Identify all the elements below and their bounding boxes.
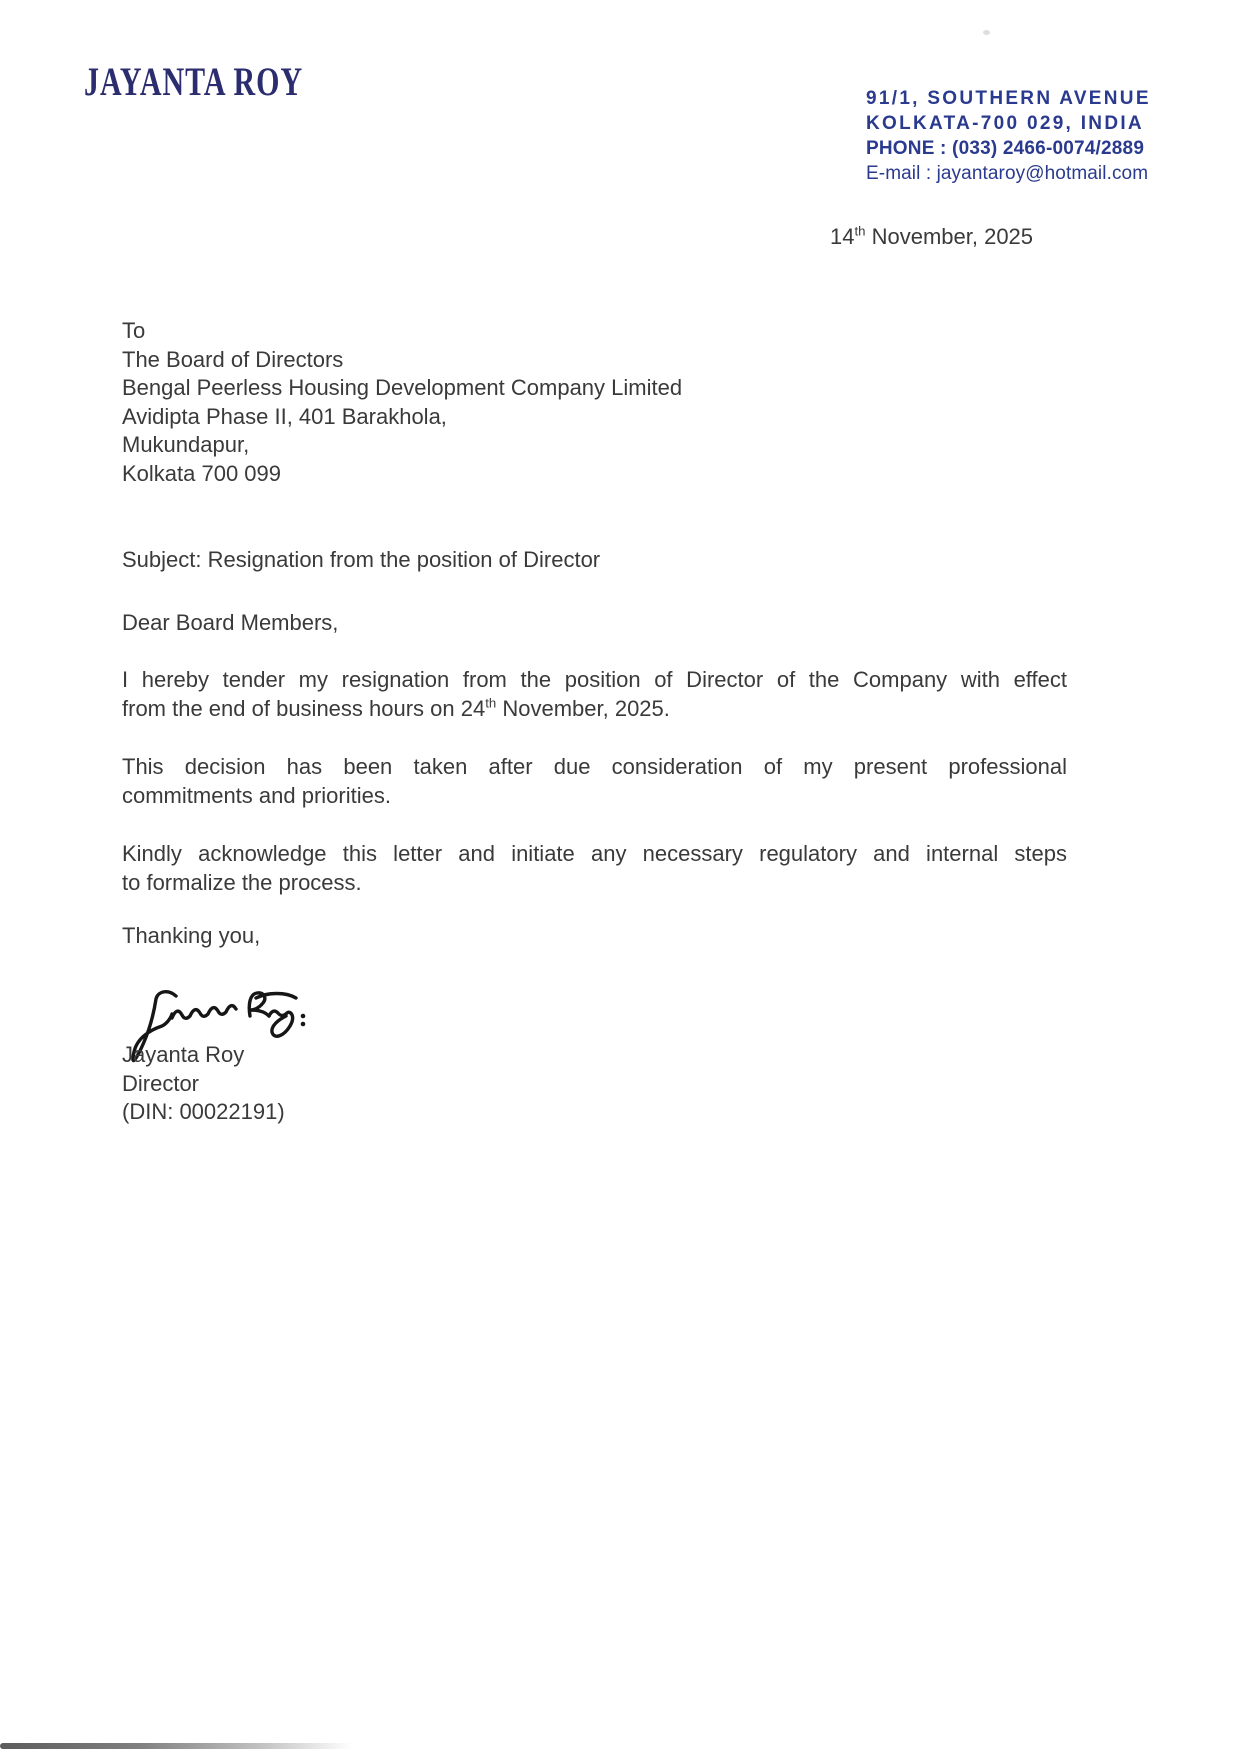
paragraph-line: commitments and priorities. [122,783,391,808]
paragraph-text: from the end of business hours on 24 [122,696,486,721]
closing-thanks: Thanking you, [122,923,261,948]
signatory-name: Jayanta Roy [122,1042,245,1067]
recipient-line: Bengal Peerless Housing Development Company Limited [122,375,683,400]
body-paragraph [122,752,1067,810]
recipient-line: To [122,318,146,343]
recipient-line: The Board of Directors [122,346,344,372]
address-line: E-mail : jayantaroy@hotmail.com [866,163,1149,184]
date-day: 14 [830,224,855,249]
date-ordinal: th [485,695,497,711]
paragraph-line: I hereby tender my resignation from the position of Director of the Company with effect [122,667,1067,692]
paragraph-line: to formalize the process. [122,870,362,895]
date-ordinal: th [854,223,866,239]
recipient-line: Mukundapur, [122,432,250,457]
paragraph-line: Kindly acknowledge this letter and initiate any necessary regulatory and internal steps [122,841,1067,866]
signatory-title: Director [122,1070,200,1096]
scan-artifact-dot [983,30,990,35]
salutation: Dear Board Members, [122,610,339,635]
paragraph-text: November, 2025. [496,696,670,721]
signatory-din: (DIN: 00022191) [122,1099,285,1124]
letterhead-name: JAYANTA ROY [84,60,304,105]
paragraph-line [122,694,1067,723]
recipient-line: Kolkata 700 099 [122,460,282,486]
body-paragraph [122,665,1067,723]
subject-line: Subject: Resignation from the position of Director [122,547,601,572]
recipient-block [122,317,682,488]
scan-artifact-line [0,1743,352,1749]
body-paragraph [122,839,1067,897]
date-rest: November, 2025 [865,224,1034,249]
paragraph-line: This decision has been taken after due consideration of my present professional [122,754,1067,779]
letterhead-address [866,86,1151,186]
address-line: 91/1, SOUTHERN AVENUE [866,88,1151,109]
address-line: KOLKATA-700 029, INDIA [866,113,1144,134]
address-line: PHONE : (033) 2466-0074/2889 [866,138,1145,159]
signature-block [122,1041,285,1127]
recipient-line: Avidipta Phase II, 401 Barakhola, [122,403,447,429]
date-line [830,224,1033,250]
